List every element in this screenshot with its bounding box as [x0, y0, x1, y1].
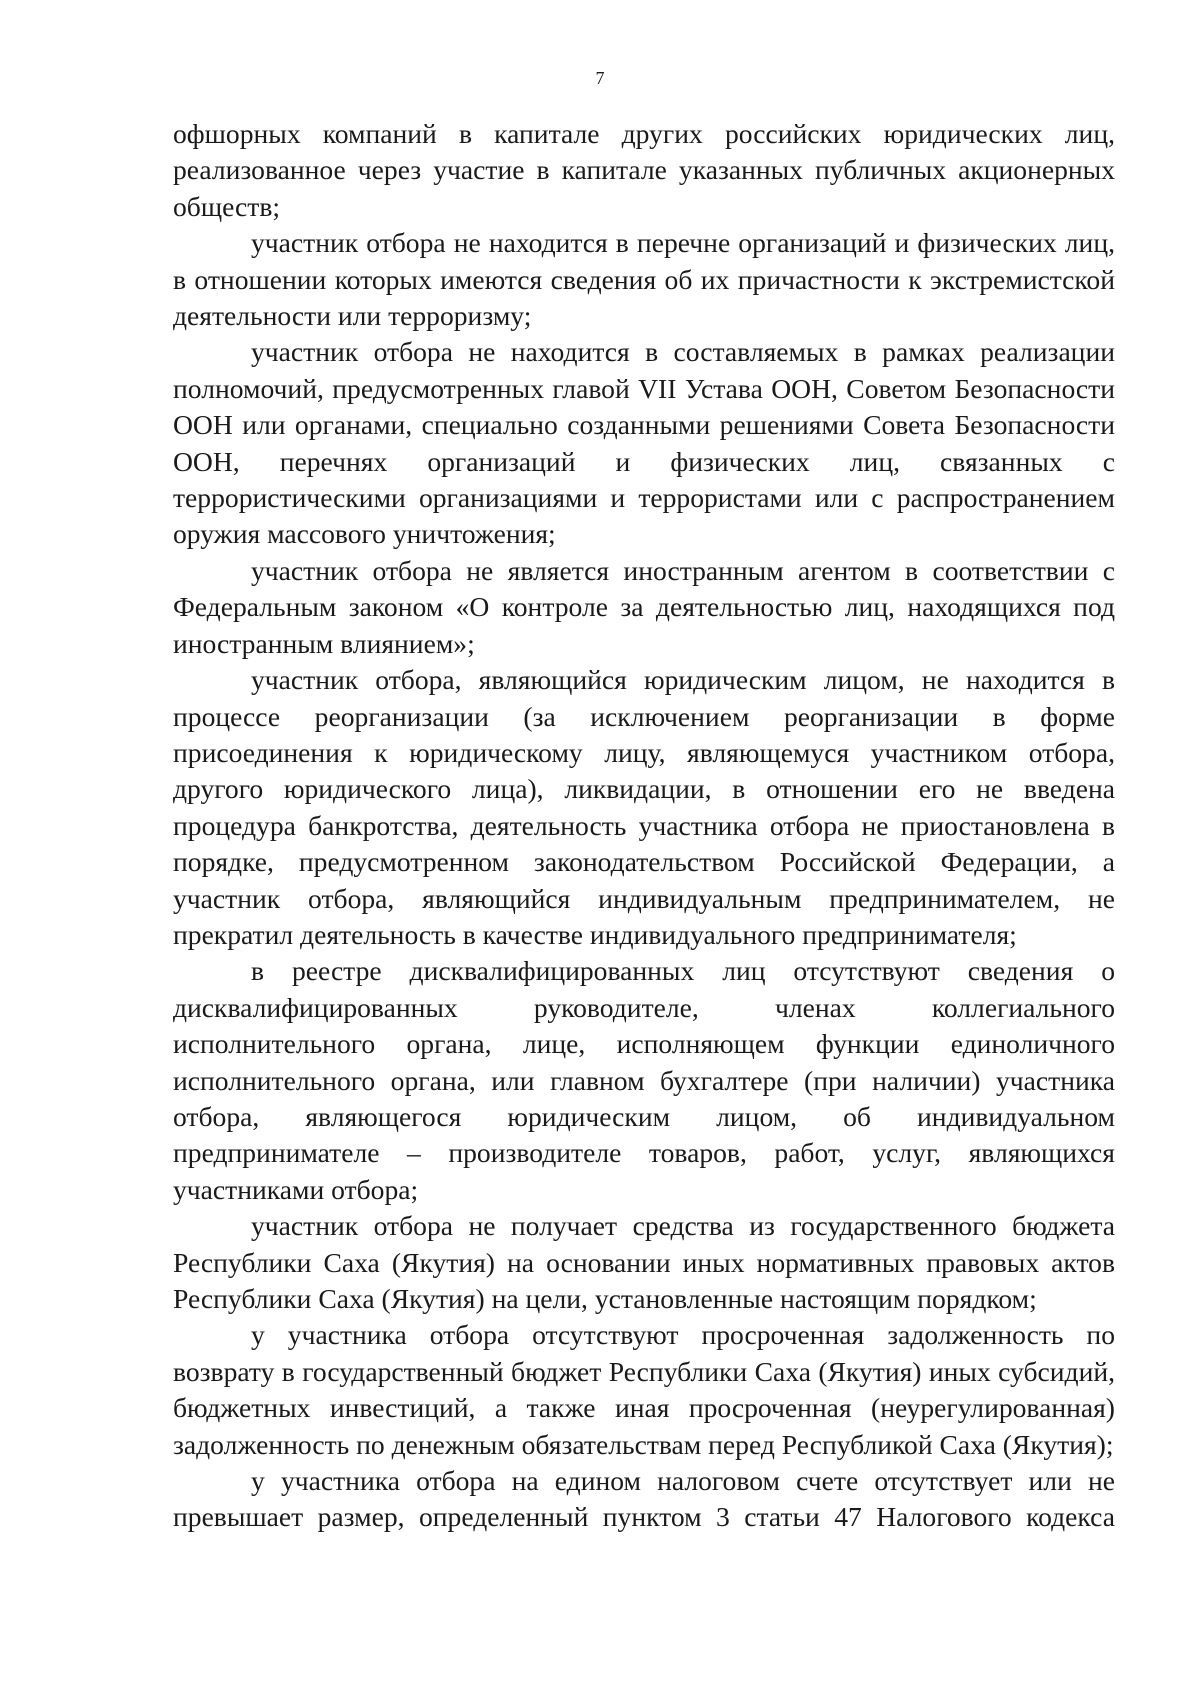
paragraph-single-tax-account: у участника отбора на едином налоговом счете отсутствует или не превышает размер, определенный пунктом 3 статьи 47 Налогового кодекса [173, 1465, 1115, 1533]
paragraph-foreign-agent: участник отбора не является иностранным агентом в соответствии с Федеральным законом «О контроле за деятельностью лиц, находящихся под иностранным влиянием»; [173, 554, 1115, 659]
page-number: 7 [595, 68, 605, 88]
paragraph-reorganization-liquidation: участник отбора, являющийся юридическим лицом, не находится в процессе реорганизации (за исключением реорганизации в форме присоединения к юридическому лицу, являющемуся участником отбора, другого юридического лица), ликвидации, в отношении его не введена процедура банкротства, деятельность участника отбора не приостановлена в порядке, предусмотренном законодательством Российской Федерации, а участник отбора, являющийся индивидуальным предпринимателем, не прекратил деятельность в качестве индивидуального предпринимателя; [173, 664, 1115, 950]
paragraph-offshore-continuation: офшорных компаний в капитале других российских юридических лиц, реализованное через участие в капитале указанных публичных акционерных обществ; [173, 118, 1115, 222]
paragraph-no-overdue-debt: у участника отбора отсутствуют просроченная задолженность по возврату в государственный бюджет Республики Саха (Якутия) иных субсидий, бюджетных инвестиций, а также иная просроченная (неурегулированная) задолженность по денежным обязательствам перед Республикой Саха (Якутия); [173, 1319, 1115, 1460]
paragraph-disqualified-persons-registry: в реестре дисквалифицированных лиц отсутствуют сведения о дисквалифицированных руководителе, членах коллегиального исполнительного органа, лице, исполняющем функции единоличного исполнительного органа, или главном бухгалтере (при наличии) участника отбора, являющегося юридическим лицом, об индивидуальном предпринимателе – производителе товаров, работ, услуг, являющихся участниками отбора; [173, 955, 1115, 1205]
paragraph-un-security-council-list: участник отбора не находится в составляемых в рамках реализации полномочий, предусмотренных главой VII Устава ООН, Советом Безопасности ООН или органами, специально созданными решениями Совета Безопасности ООН, перечнях организаций и физических лиц, связанных с террористическими организациями и террористами или с распространением оружия массового уничтожения; [173, 336, 1115, 550]
paragraph-no-other-budget-funds: участник отбора не получает средства из государственного бюджета Республики Саха (Якутия) на основании иных нормативных правовых актов Республики Саха (Якутия) на цели, установленные настоящим порядком; [173, 1210, 1115, 1314]
document-body [173, 116, 1115, 1536]
paragraph-extremism-list: участник отбора не находится в перечне организаций и физических лиц, в отношении которых имеются сведения об их причастности к экстремистской деятельности или терроризму; [173, 227, 1115, 332]
